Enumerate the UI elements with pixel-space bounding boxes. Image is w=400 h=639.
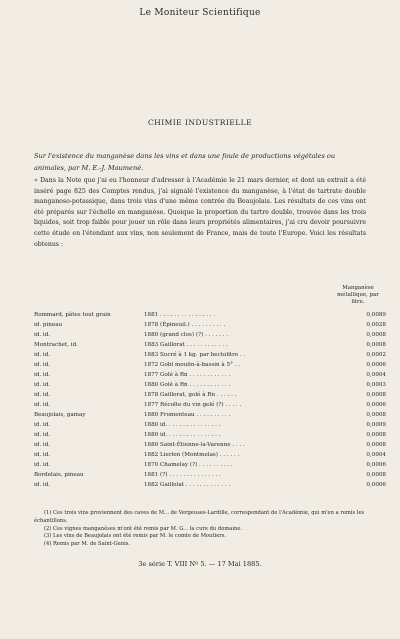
table-header: Manganèse métallique, par litre. — [337, 285, 379, 305]
row-origin: id. id. — [34, 362, 51, 368]
row-year-location: 1880 Saint-Étienne-la-Varenne . . . . — [144, 442, 245, 448]
table-row — [34, 340, 386, 350]
row-value: 0,0089 — [366, 312, 386, 318]
row-year-location: 1878 Gaillorat, golé à Rn . . . . . . — [144, 392, 237, 398]
row-value: 0,0002 — [366, 352, 386, 358]
row-year-location: 1880 Golé à Rn . . . . . . . . . . . . — [144, 382, 231, 388]
row-origin: id. id. — [34, 432, 51, 438]
row-year-location: 1872 Gobl moulin-à-bassin à 5° . . — [144, 362, 240, 368]
row-origin: Bordelais, pineau — [34, 472, 84, 478]
table-row — [34, 430, 386, 440]
row-value: 0,0008 — [366, 472, 386, 478]
row-origin: id. id. — [34, 422, 51, 428]
section-title: CHIMIE INDUSTRIELLE — [147, 118, 253, 127]
row-year-location: 1882 Lierlon (Montmelas) . . . . . . — [144, 452, 240, 458]
table-row — [34, 410, 386, 420]
table-row — [34, 350, 386, 360]
row-year-location: 1883 Gaillorat . . . . . . . . . . . . — [144, 342, 228, 348]
row-origin: id. id. — [34, 382, 51, 388]
footnote: (1) Ces trois vins proviennent des caves de M... de Vergeuses-Lardille, correspondant de l'Académie, qui m'en a remis les échantillons. — [34, 510, 365, 524]
row-year-location: 1870 Chamelay (?) . . . . . . . . . . — [144, 462, 233, 468]
row-value: 0,0006 — [366, 362, 386, 368]
footnote: (3) Les vins de Beaujolais ont été remis par M. le comte de Moutiers. — [44, 533, 227, 540]
row-value: 0,0006 — [366, 402, 386, 408]
table-row — [34, 360, 386, 370]
table-row — [34, 320, 386, 330]
row-value: 0,0008 — [366, 342, 386, 348]
row-value: 0,0008 — [366, 392, 386, 398]
row-origin: id. id. — [34, 462, 51, 468]
row-year-location: 1878 (Épineuil.) . . . . . . . . . . — [144, 322, 226, 328]
row-origin: id. id. — [34, 332, 51, 338]
row-value: 0,0008 — [366, 442, 386, 448]
row-value: 0,0004 — [366, 372, 386, 378]
row-year-location: 1880 id. . . . . . . . . . . . . . . . — [144, 422, 221, 428]
table-row — [34, 390, 386, 400]
footnotes — [34, 510, 366, 549]
row-year-location: 1881 (?) . . . . . . . . . . . . . . . — [144, 472, 221, 478]
table-row — [34, 440, 386, 450]
body-text: « Dans la Note que j'ai eu l'honneur d'adresser à l'Académie le 21 mars dernier, et dont un extrait a été inséré page 825 des Comptes rendus, j'ai signalé l'existence du manganèse, à l'état de tartrate double manganoso-potassique, dans trois vins d'une même contrée du Beaujolais. Les résultats de ces vins ont été préparés sur l'échelle en manganèse. Quoique la proportion du tartre double, trouvée dans les trois liquides, soit trop faible pour jouer un rôle dans leurs propriétés alimentaires, j'ai cru devoir poursuivre cette étude en l'étendant aux vins, non seulement de France, mais de toute l'Europe. Voici les résultats obtenus : — [34, 177, 366, 248]
results-table — [34, 310, 386, 490]
row-origin: id. id. — [34, 402, 51, 408]
row-value: 0,0003 — [366, 382, 386, 388]
row-year-location: 1877 Golé à Rn . . . . . . . . . . . . — [144, 372, 231, 378]
table-row — [34, 470, 386, 480]
table-row — [34, 330, 386, 340]
table-row — [34, 370, 386, 380]
row-origin: id. id. — [34, 372, 51, 378]
row-value: 0,0006 — [366, 462, 386, 468]
row-year-location: 1882 Gaillolat . . . . . . . . . . . . . — [144, 482, 231, 488]
table-row — [34, 310, 386, 320]
row-origin: id. id. — [34, 452, 51, 458]
row-year-location: 1881 . . . . . . . . . . . . . . . . — [144, 312, 216, 318]
row-value: 0,0008 — [366, 332, 386, 338]
row-origin: Beaujolais, gamay — [34, 412, 86, 418]
table-row — [34, 380, 386, 390]
table-row — [34, 400, 386, 410]
table-row — [34, 460, 386, 470]
row-value: 0,0008 — [366, 432, 386, 438]
row-origin: Montrachet, id. — [34, 342, 78, 348]
row-origin: id. id. — [34, 482, 51, 488]
row-origin: id. id. — [34, 392, 51, 398]
row-value: 0,0028 — [366, 322, 386, 328]
row-value: 0,0009 — [366, 422, 386, 428]
row-year-location: 1883 Sucré à 1 kg. par hectolitre . . — [144, 352, 246, 358]
row-origin: id. id. — [34, 442, 51, 448]
row-origin: Rommard, pâtes tout grain — [34, 312, 111, 318]
series-line: 3e série T. VIII Nº 5. — 17 Mai 1885. — [138, 560, 262, 568]
table-row — [34, 480, 386, 490]
row-year-location: 1880 Fromenteau . . . . . . . . . . — [144, 412, 231, 418]
row-origin: id. pineau — [34, 322, 63, 328]
table-row — [34, 450, 386, 460]
footnote: (4) Remis par M. de Saint-Genis. — [44, 541, 131, 548]
row-year-location: 1877 Récolte du vin gelé (?) . . . . . — [144, 402, 242, 408]
footnote: (2) Ces vignes manganèses m'ont été remis par M. G... la cure du domaine. — [44, 525, 243, 532]
row-year-location: 1880 (grand clos) (?) . . . . . . . — [144, 332, 229, 338]
row-origin: id. id. — [34, 352, 51, 358]
row-value: 0,0006 — [366, 482, 386, 488]
row-value: 0,0008 — [366, 412, 386, 418]
header-title: Le Moniteur Scientifique — [139, 8, 261, 18]
row-year-location: 1880 id. . . . . . . . . . . . . . . . — [144, 432, 221, 438]
article-title: Sur l'existence du manganèse dans les vins et dans une foule de productions végétales ou animales, par M. E.-J. Maumené. — [34, 152, 336, 172]
row-value: 0,0004 — [366, 452, 386, 458]
table-row — [34, 420, 386, 430]
